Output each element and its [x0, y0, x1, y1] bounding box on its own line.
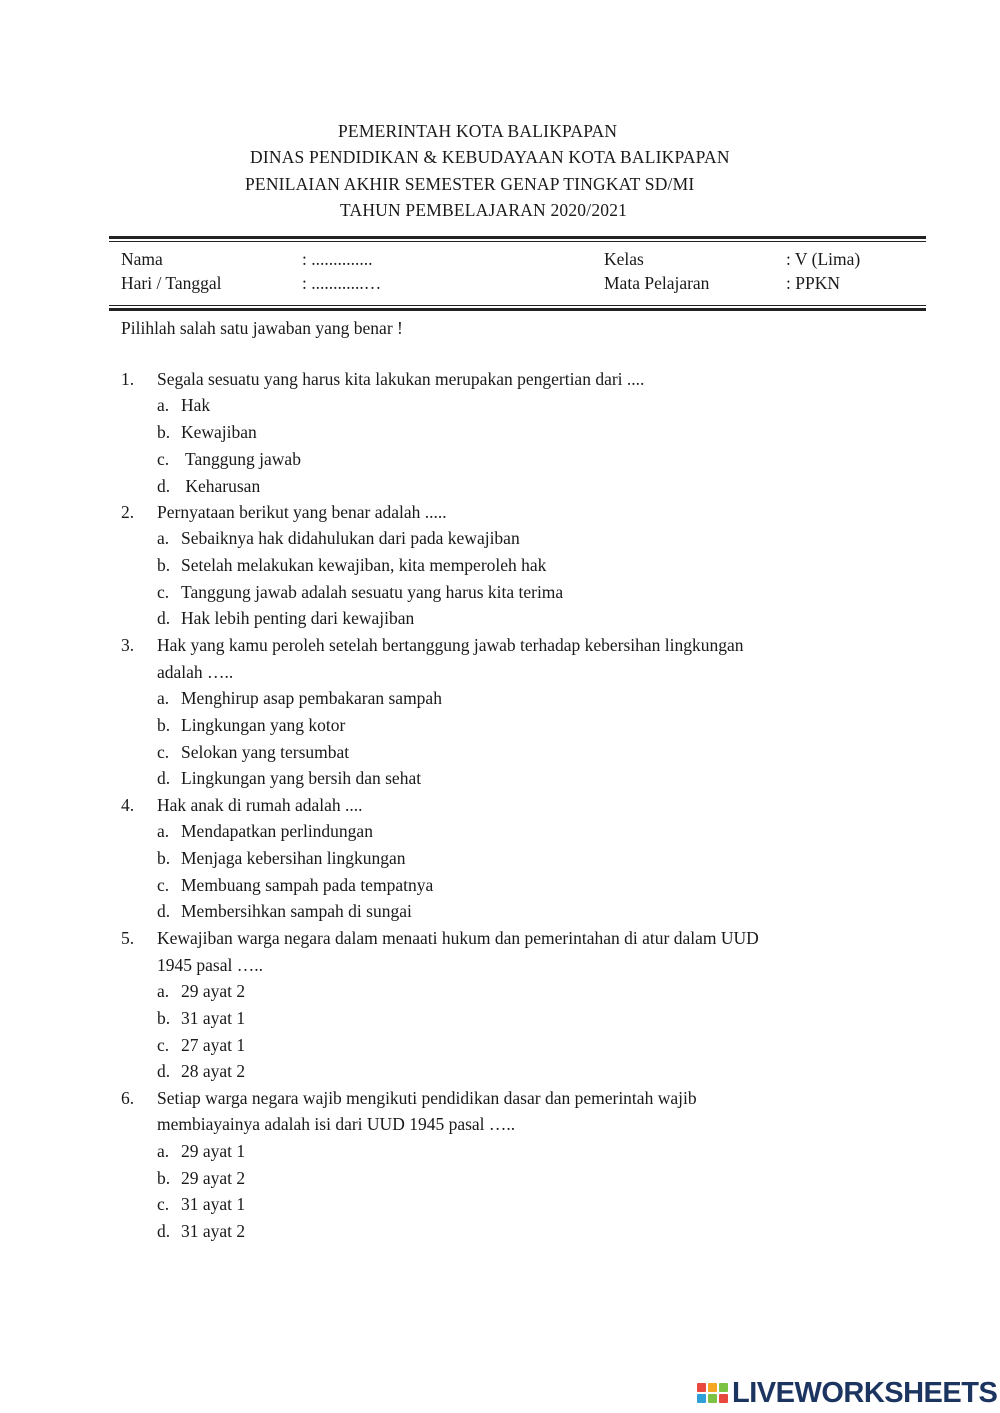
option-text: Hak lebih penting dari kewajiban — [181, 608, 415, 628]
question-number: 3. — [121, 635, 135, 655]
liveworksheets-logo-icon — [697, 1383, 728, 1403]
option-letter: a. — [157, 1141, 170, 1161]
option-text: Menjaga kebersihan lingkungan — [181, 848, 406, 868]
option-letter: a. — [157, 395, 170, 415]
header-line-1: PEMERINTAH KOTA BALIKPAPAN — [338, 121, 618, 141]
header-line-2: DINAS PENDIDIKAN & KEBUDAYAAN KOTA BALIKPAPAN — [250, 147, 730, 167]
option-letter: c. — [157, 449, 170, 469]
option-letter: c. — [157, 1194, 170, 1214]
option-letter: c. — [157, 875, 170, 895]
option-letter: a. — [157, 981, 170, 1001]
question-text-continued: 1945 pasal ….. — [157, 955, 263, 975]
liveworksheets-logo — [697, 1378, 997, 1408]
question-text: Setiap warga negara wajib mengikuti pendidikan dasar dan pemerintah wajib — [157, 1088, 697, 1108]
question-text: Hak yang kamu peroleh setelah bertanggung jawab terhadap kebersihan lingkungan — [157, 635, 744, 655]
option-text: Lingkungan yang bersih dan sehat — [181, 768, 422, 788]
mapel-value: : PPKN — [786, 273, 840, 293]
option-text: 29 ayat 1 — [181, 1141, 246, 1161]
option-letter: b. — [157, 848, 171, 868]
option-letter: a. — [157, 688, 170, 708]
option-letter: d. — [157, 476, 171, 496]
option-text: Sebaiknya hak didahulukan dari pada kewajiban — [181, 528, 520, 548]
top-rule-thin — [109, 241, 926, 242]
question-number: 6. — [121, 1088, 135, 1108]
kelas-label: Kelas — [604, 249, 644, 269]
option-letter: c. — [157, 742, 170, 762]
option-letter: b. — [157, 422, 171, 442]
top-rule-thick — [109, 236, 926, 239]
option-text: Lingkungan yang kotor — [181, 715, 346, 735]
option-letter: a. — [157, 528, 170, 548]
option-text: Setelah melakukan kewajiban, kita memperoleh hak — [181, 555, 547, 575]
option-text: 31 ayat 1 — [181, 1008, 246, 1028]
mapel-label: Mata Pelajaran — [604, 273, 710, 293]
option-letter: b. — [157, 1008, 171, 1028]
option-letter: b. — [157, 555, 171, 575]
option-text: Kewajiban — [181, 422, 257, 442]
option-text: 31 ayat 2 — [181, 1221, 246, 1241]
option-text: Membuang sampah pada tempatnya — [181, 875, 434, 895]
option-letter: d. — [157, 768, 171, 788]
option-letter: d. — [157, 1221, 171, 1241]
info-rule-thick — [109, 308, 926, 311]
option-text: Hak — [181, 395, 211, 415]
instruction: Pilihlah salah satu jawaban yang benar ! — [121, 318, 403, 338]
question-text: Segala sesuatu yang harus kita lakukan merupakan pengertian dari .... — [157, 369, 645, 389]
option-letter: d. — [157, 901, 171, 921]
liveworksheets-logo-text: LIVEWORKSHEETS — [732, 1376, 998, 1409]
kelas-value: : V (Lima) — [786, 249, 861, 269]
question-number: 4. — [121, 795, 135, 815]
option-letter: c. — [157, 1035, 170, 1055]
info-rule-thin — [109, 305, 926, 306]
option-text: 27 ayat 1 — [181, 1035, 246, 1055]
question-text-continued: membiayainya adalah isi dari UUD 1945 pasal ….. — [157, 1114, 516, 1134]
question-text-continued: adalah ….. — [157, 662, 234, 682]
question-text: Pernyataan berikut yang benar adalah ..... — [157, 502, 447, 522]
question-text: Hak anak di rumah adalah .... — [157, 795, 363, 815]
question-text: Kewajiban warga negara dalam menaati hukum dan pemerintahan di atur dalam UUD — [157, 928, 759, 948]
option-text: Selokan yang tersumbat — [181, 742, 350, 762]
option-letter: b. — [157, 1168, 171, 1188]
option-text: Tanggung jawab adalah sesuatu yang harus kita terima — [181, 582, 564, 602]
option-text: 29 ayat 2 — [181, 981, 246, 1001]
option-letter: d. — [157, 1061, 171, 1081]
option-text: Keharusan — [181, 476, 261, 496]
option-text: Menghirup asap pembakaran sampah — [181, 688, 442, 708]
header-line-3: PENILAIAN AKHIR SEMESTER GENAP TINGKAT SD/MI — [245, 174, 695, 194]
option-text: 31 ayat 1 — [181, 1194, 246, 1214]
option-text: 29 ayat 2 — [181, 1168, 246, 1188]
option-text: Membersihkan sampah di sungai — [181, 901, 412, 921]
option-letter: c. — [157, 582, 170, 602]
option-letter: b. — [157, 715, 171, 735]
question-number: 2. — [121, 502, 135, 522]
option-text: Tanggung jawab — [181, 449, 301, 469]
header-line-4: TAHUN PEMBELAJARAN 2020/2021 — [340, 200, 628, 220]
hari-value: : ............… — [302, 273, 382, 293]
option-text: Mendapatkan perlindungan — [181, 821, 373, 841]
question-number: 5. — [121, 928, 135, 948]
hari-label: Hari / Tanggal — [121, 273, 222, 293]
nama-value: : .............. — [302, 249, 373, 269]
nama-label: Nama — [121, 249, 163, 269]
option-text: 28 ayat 2 — [181, 1061, 246, 1081]
question-number: 1. — [121, 369, 135, 389]
option-letter: d. — [157, 608, 171, 628]
option-letter: a. — [157, 821, 170, 841]
